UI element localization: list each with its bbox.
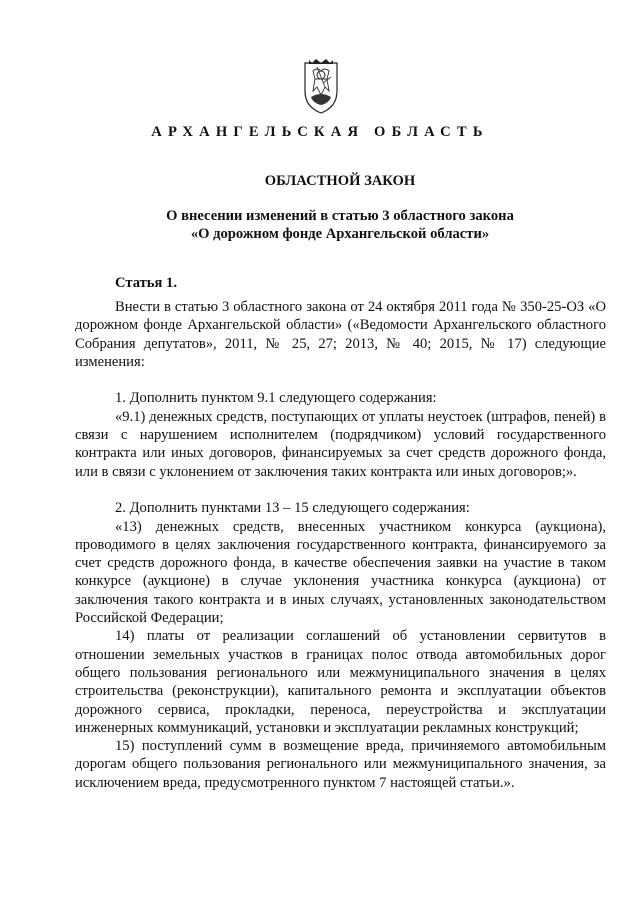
intro-paragraph: Внести в статью 3 областного закона от 24 октября 2011 года № 350-25-ОЗ «О дорожном фонде Архангельской области» («Ведомости Архангельского областного Собрания депутатов», 2011, № 25, 27; 2013, № 40; 2015, № 17) следующие изменения:: [75, 299, 606, 370]
item2-point-13: «13) денежных средств, внесенных участником конкурса (аукциона), проводимого в целях заключения государственного контракта, финансируемого за счет средств дорожного фонда, в качестве обеспечения заявки на участие в таком конкурсе (аукционе) в случае уклонения участника конкурса (аукциона) от заключения такого контракта и в иных случаях, установленных законодательством Российской Федерации;: [75, 518, 606, 627]
subtitle-line-2: «О дорожном фонде Архангельской области»: [190, 226, 490, 243]
item1-heading: 1. Дополнить пунктом 9.1 следующего содержания:: [115, 390, 437, 407]
region-header: АРХАНГЕЛЬСКАЯ ОБЛАСТЬ: [151, 124, 489, 140]
item1-text: «9.1) денежных средств, поступающих от уплаты неустоек (штрафов, пеней) в связи с нарушением исполнителем (подрядчиком) условий государственного контракта или иных договоров, финансируемых за счет средств дорожного фонда, или в связи с уклонением от заключения таких контракта или иных договоров;».: [75, 408, 606, 480]
item2-point-14: 14) платы от реализации соглашений об установлении сервитутов в отношении земельных участков в границах полос отвода автомобильных дорог общего пользования регионального или межмуниципального значения в целях строительства (реконструкции), капитального ремонта и эксплуатации объектов дорожного сервиса, прокладки, переноса, переустройства и эксплуатации инженерных коммуникаций, установки и эксплуатации рекламных конструкций;: [75, 628, 606, 736]
item2-point-15: 15) поступлений сумм в возмещение вреда, причиняемого автомобильным дорогам общего пользования регионального или межмуниципального значения, за исключением вреда, предусмотренного пунктом 7 настоящей статьи.».: [75, 738, 606, 791]
article-body: [75, 298, 606, 792]
article-heading: Статья 1.: [115, 275, 177, 291]
document-subtitle: [0, 207, 640, 244]
item2-heading: 2. Дополнить пунктами 13 – 15 следующего содержания:: [115, 500, 470, 517]
coat-of-arms-icon: [303, 57, 339, 115]
document-title: ОБЛАСТНОЙ ЗАКОН: [264, 173, 416, 189]
subtitle-line-1: О внесении изменений в статью 3 областного закона: [166, 208, 514, 224]
